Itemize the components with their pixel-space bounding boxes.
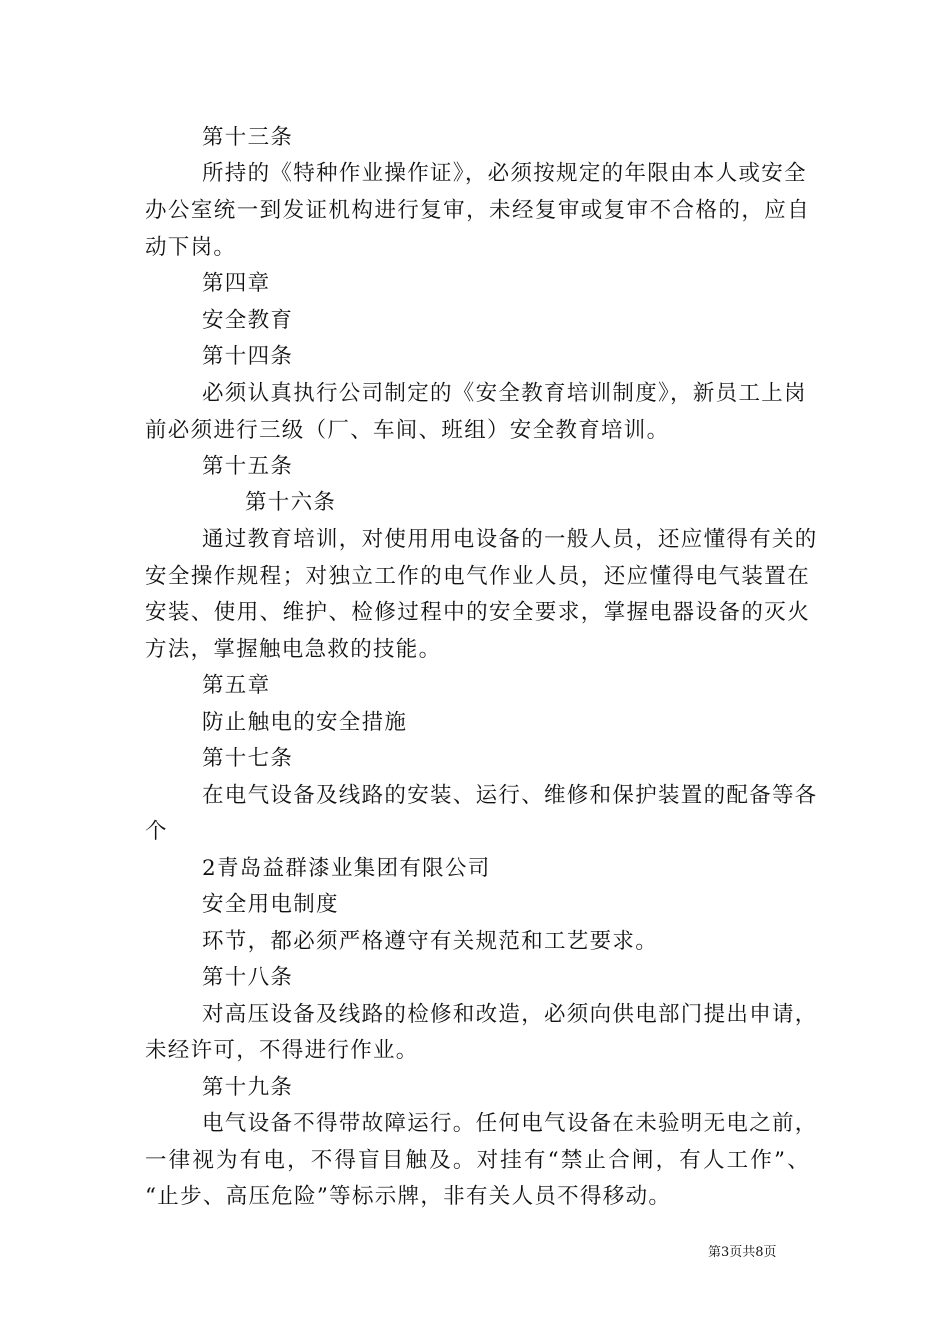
article-17-heading: 第十七条	[202, 746, 294, 771]
paragraph-line: “止步、高压危险”等标示牌，非有关人员不得移动。	[145, 1184, 672, 1209]
article-19-heading: 第十九条	[202, 1075, 294, 1100]
paragraph-line: 通过教育培训，对使用用电设备的一般人员，还应懂得有关的	[202, 527, 818, 552]
paragraph-line: 前必须进行三级（厂、车间、班组）安全教育培训。	[145, 418, 670, 443]
paragraph-line: 对高压设备及线路的检修和改造，必须向供电部门提出申请，	[202, 1002, 818, 1027]
article-18-heading: 第十八条	[202, 965, 294, 990]
paragraph-line: 安装、使用、维护、检修过程中的安全要求，掌握电器设备的灭火	[145, 600, 810, 625]
article-15-heading: 第十五条	[202, 454, 294, 479]
chapter-5-heading: 第五章	[202, 673, 271, 698]
article-13-heading: 第十三条	[202, 125, 294, 150]
paragraph-line: 在电气设备及线路的安装、运行、维修和保护装置的配备等各	[202, 783, 818, 808]
paragraph-line: 办公室统一到发证机构进行复审，未经复审或复审不合格的，应自	[145, 198, 810, 223]
paragraph-line: 一律视为有电，不得盲目触及。对挂有“禁止合闸，有人工作”、	[145, 1148, 810, 1173]
company-header-text: 2青岛益群漆业集团有限公司	[202, 856, 491, 881]
article-14-heading: 第十四条	[202, 344, 294, 369]
paragraph-line: 动下岗。	[145, 235, 237, 260]
paragraph-line: 环节，都必须严格遵守有关规范和工艺要求。	[202, 929, 659, 954]
paragraph-line: 方法，掌握触电急救的技能。	[145, 637, 442, 662]
paragraph-line: 安全操作规程；对独立工作的电气作业人员，还应懂得电气装置在	[145, 564, 810, 589]
paragraph-line: 必须认真执行公司制定的《安全教育培训制度》，新员工上岗	[202, 381, 807, 406]
page-number-footer: 第3页共8页	[708, 1245, 777, 1260]
article-16-heading: 第十六条	[245, 490, 337, 515]
document-title-text: 安全用电制度	[202, 892, 339, 917]
paragraph-line: 所持的《特种作业操作证》，必须按规定的年限由本人或安全	[202, 161, 807, 186]
chapter-4-title: 安全教育	[202, 308, 294, 333]
paragraph-line: 电气设备不得带故障运行。任何电气设备在未验明无电之前，	[202, 1111, 818, 1136]
chapter-5-title: 防止触电的安全措施	[202, 710, 408, 735]
paragraph-line: 个	[145, 819, 168, 844]
paragraph-line: 未经许可，不得进行作业。	[145, 1038, 419, 1063]
chapter-4-heading: 第四章	[202, 271, 271, 296]
